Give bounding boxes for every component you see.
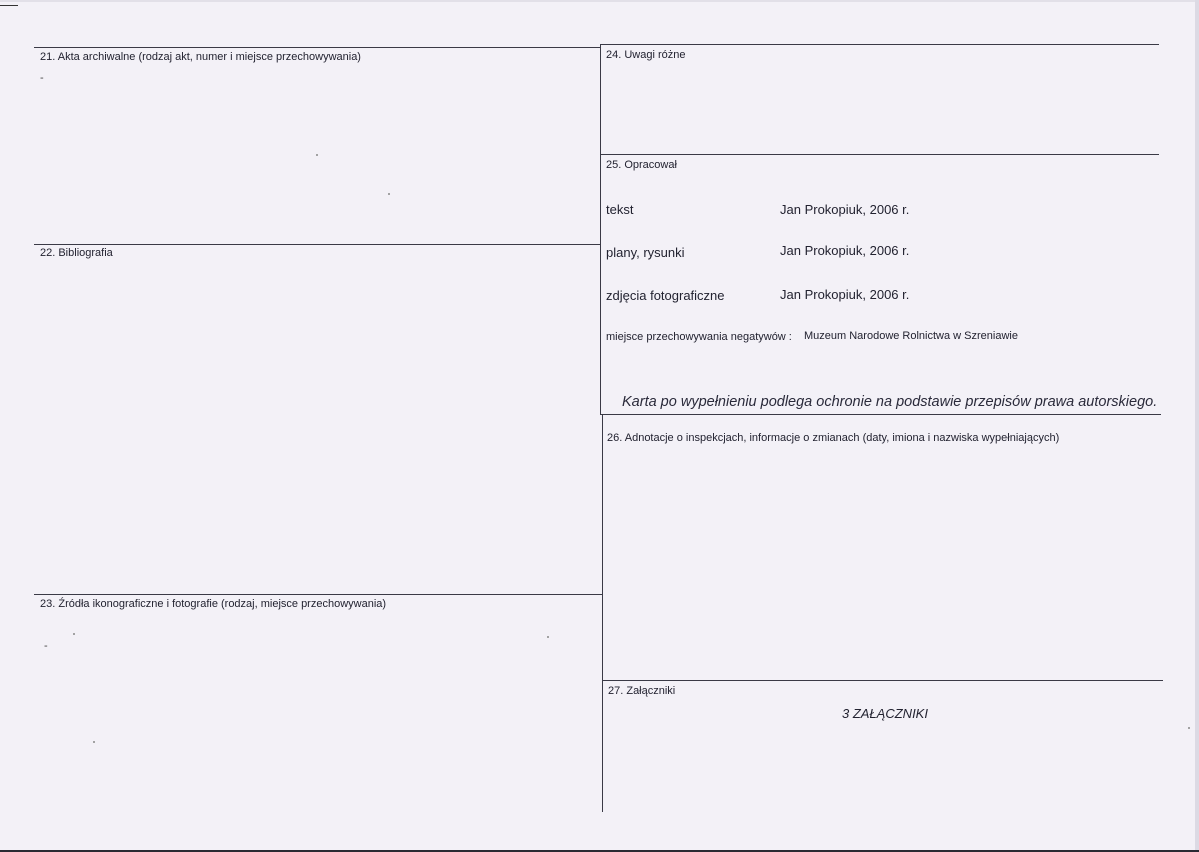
author-text-value: Jan Prokopiuk, 2006 r. bbox=[780, 202, 910, 217]
author-drawings-value: Jan Prokopiuk, 2006 r. bbox=[780, 243, 910, 258]
divider-27-top bbox=[602, 680, 1163, 681]
negatives-label: miejsce przechowywania negatywów : bbox=[606, 331, 792, 343]
scan-speck bbox=[73, 633, 75, 635]
divider-21-top bbox=[34, 47, 600, 48]
scan-speck bbox=[547, 636, 549, 638]
section-23-label: 23. Źródła ikonograficzne i fotografie (rodzaj, miejsce przechowywania) bbox=[40, 598, 387, 610]
page-right-edge bbox=[1195, 0, 1199, 852]
attachments-value: 3 ZAŁĄCZNIKI bbox=[842, 706, 928, 721]
section-23-value: - bbox=[44, 640, 48, 652]
scan-speck bbox=[93, 741, 95, 743]
section-21-label: 21. Akta archiwalne (rodzaj akt, numer i miejsce przechowywania) bbox=[40, 51, 361, 63]
author-drawings-label: plany, rysunki bbox=[606, 245, 685, 260]
top-left-mark bbox=[0, 5, 18, 6]
divider-23-top bbox=[34, 594, 602, 595]
scan-speck bbox=[316, 154, 318, 156]
section-21-value: - bbox=[40, 72, 44, 84]
section-26-label: 26. Adnotacje o inspekcjach, informacje o zmianach (daty, imiona i nazwiska wypełniających) bbox=[607, 432, 1060, 444]
page-top-edge bbox=[0, 0, 1199, 2]
column-divider-lower bbox=[602, 414, 603, 812]
copyright-notice: Karta po wypełnieniu podlega ochronie na podstawie przepisów prawa autorskiego. bbox=[622, 394, 1158, 410]
divider-24-top bbox=[600, 44, 1159, 45]
column-divider-upper bbox=[600, 44, 601, 414]
section-27-label: 27. Załączniki bbox=[608, 685, 676, 697]
scan-speck bbox=[1188, 727, 1190, 729]
section-22-label: 22. Bibliografia bbox=[40, 247, 113, 259]
section-25-label: 25. Opracował bbox=[606, 159, 677, 171]
divider-25-top bbox=[600, 154, 1159, 155]
divider-26-top bbox=[600, 414, 1161, 415]
author-text-label: tekst bbox=[606, 202, 634, 217]
author-photos-value: Jan Prokopiuk, 2006 r. bbox=[780, 287, 910, 302]
author-photos-label: zdjęcia fotograficzne bbox=[606, 288, 725, 303]
scan-speck bbox=[388, 193, 390, 195]
section-24-label: 24. Uwagi różne bbox=[606, 49, 686, 61]
divider-22-top bbox=[34, 244, 600, 245]
negatives-value: Muzeum Narodowe Rolnictwa w Szreniawie bbox=[804, 330, 1018, 342]
